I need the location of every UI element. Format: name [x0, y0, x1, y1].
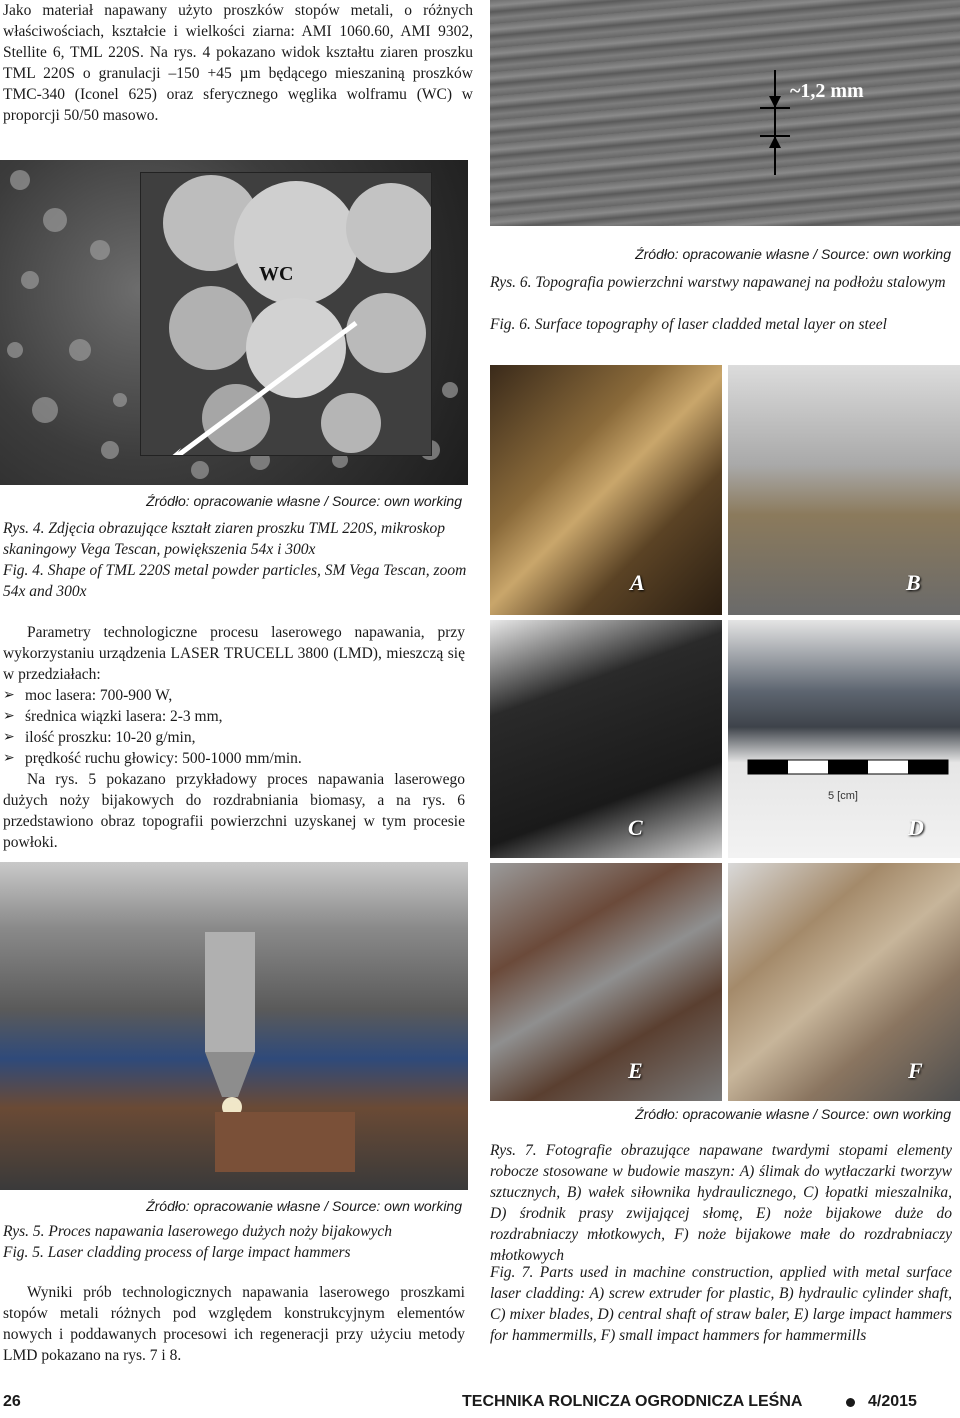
laser-head-graphic	[0, 862, 468, 1190]
params-section	[3, 622, 465, 853]
ruler-label: 5 [cm]	[828, 790, 858, 802]
scale-label: ~1,2 mm	[790, 80, 864, 102]
issue-number: 4/2015	[868, 1393, 917, 1410]
ruler-graphic	[728, 620, 960, 858]
results-paragraph: Wyniki prób technologicznych napawania laserowego proszkami stopów metali różnych pod względem konstrukcyjnym elementów nowych i poddawanych procesowi ich regeneracji przy użyciu metody LMD pokazano na rys. 7 i 8.	[3, 1284, 465, 1364]
wc-label: WC	[259, 263, 294, 285]
fig7-photo-e	[490, 863, 722, 1101]
sem-zoom-inset	[140, 172, 432, 456]
fig7-source: Źródło: opracowanie własne / Source: own working	[635, 1106, 951, 1122]
journal-title: TECHNIKA ROLNICZA OGRODNICZA LEŚNA	[462, 1393, 803, 1410]
param-item: ➢ średnica wiązki lasera: 2-3 mm,	[3, 706, 465, 727]
fig7-photo-c	[490, 620, 722, 858]
fig6-caption-en: Fig. 6. Surface topography of laser cladded metal layer on steel	[490, 316, 887, 333]
fig6-source: Źródło: opracowanie własne / Source: own working	[635, 246, 951, 262]
fig6-caption-pl: Rys. 6. Topografia powierzchni warstwy napawanej na podłożu stalowym	[490, 274, 946, 291]
fig7-label-f: F	[908, 1058, 923, 1083]
fig4-caption-en: Fig. 4. Shape of TML 220S metal powder particles, SM Vega Tescan, zoom 54x and 300x	[3, 562, 467, 600]
footer-bullet	[846, 1398, 855, 1407]
fig7-caption-pl: Rys. 7. Fotografie obrazujące napawane twardymi stopami elementy robocze stosowane w budowie maszyn: A) ślimak do wytłaczarki tworzyw sztucznych, B) wałek siłownika hydraulicznego, C) łopatki mieszalnika, D) środnik prasy zwijającej słomę, E) noże bijakowe duże do rozdrabniaczy młotkowych, F) noże bijakowe małe do rozdrabniaczy młotkowych	[490, 1142, 952, 1264]
params-list	[3, 685, 465, 769]
param-item: ➢ prędkość ruchu głowicy: 500-1000 mm/min.	[3, 748, 465, 769]
fig4-source: Źródło: opracowanie własne / Source: own working	[146, 493, 462, 509]
fig5-caption-pl: Rys. 5. Proces napawania laserowego dużych noży bijakowych	[3, 1223, 393, 1240]
intro-paragraph: Jako materiał napawany użyto proszków stopów metali, o różnych właściwościach, kształcie i wielkości ziarna: AMI 1060.60, AMI 9302, Stellite 6, TML 220S. Na rys. 4 pokazano widok kształtu ziaren proszku TML 220S o granulacji –150 +45 µm będącego mieszaniną proszków TMC-340 (Iconel 625) oraz sferycznego węglika wolframu (WC) w proporcji 50/50 masowo.	[3, 2, 473, 124]
page-number: 26	[3, 1393, 21, 1410]
fig7-label-e: E	[628, 1058, 643, 1083]
fig4-caption-pl: Rys. 4. Zdjęcia obrazujące kształt ziaren proszku TML 220S, mikroskop skaningowy Vega Tescan, powiększenia 54x i 300x	[3, 520, 446, 558]
fig7-label-a: A	[630, 570, 645, 595]
fig5-laser-photo	[0, 862, 468, 1190]
fig7-photo-d	[728, 620, 960, 858]
scale-marker	[490, 0, 960, 226]
fig7-caption-en: Fig. 7. Parts used in machine construction, applied with metal surface laser cladding: A) screw extruder for plastic, B) hydraulic cylinder shaft, C) mixer blades, D) central shaft of straw baler, E) large impact hammers for hammermills, F) small impact hammers for hammermills	[490, 1264, 952, 1344]
fig5-caption-en: Fig. 5. Laser cladding process of large impact hammers	[3, 1244, 351, 1261]
params-intro: Parametry technologiczne procesu laserowego napawania, przy wykorzystaniu urządzenia LASER TRUCELL 3800 (LMD), mieszczą się w przedziałach:	[3, 624, 465, 683]
wc-particles	[141, 173, 431, 455]
fig6-topography-photo	[490, 0, 960, 226]
fig7-photo-b	[728, 365, 960, 615]
fig5-source: Źródło: opracowanie własne / Source: own working	[146, 1198, 462, 1214]
fig7-label-d: D	[908, 815, 924, 840]
param-item: ➢ moc lasera: 700-900 W,	[3, 685, 465, 706]
fig4-sem-photo	[0, 160, 468, 485]
fig7-label-c: C	[628, 815, 643, 840]
fig7-photo-f	[728, 863, 960, 1101]
params-paragraph-2: Na rys. 5 pokazano przykładowy proces napawania laserowego dużych noży bijakowych do rozdrabniania biomasy, a na rys. 6 przedstawiono obraz topografii powierzchni uzyskanej w tym procesie powłoki.	[3, 771, 465, 851]
fig7-label-b: B	[906, 570, 921, 595]
fig7-photo-a	[490, 365, 722, 615]
param-item: ➢ ilość proszku: 10-20 g/min,	[3, 727, 465, 748]
